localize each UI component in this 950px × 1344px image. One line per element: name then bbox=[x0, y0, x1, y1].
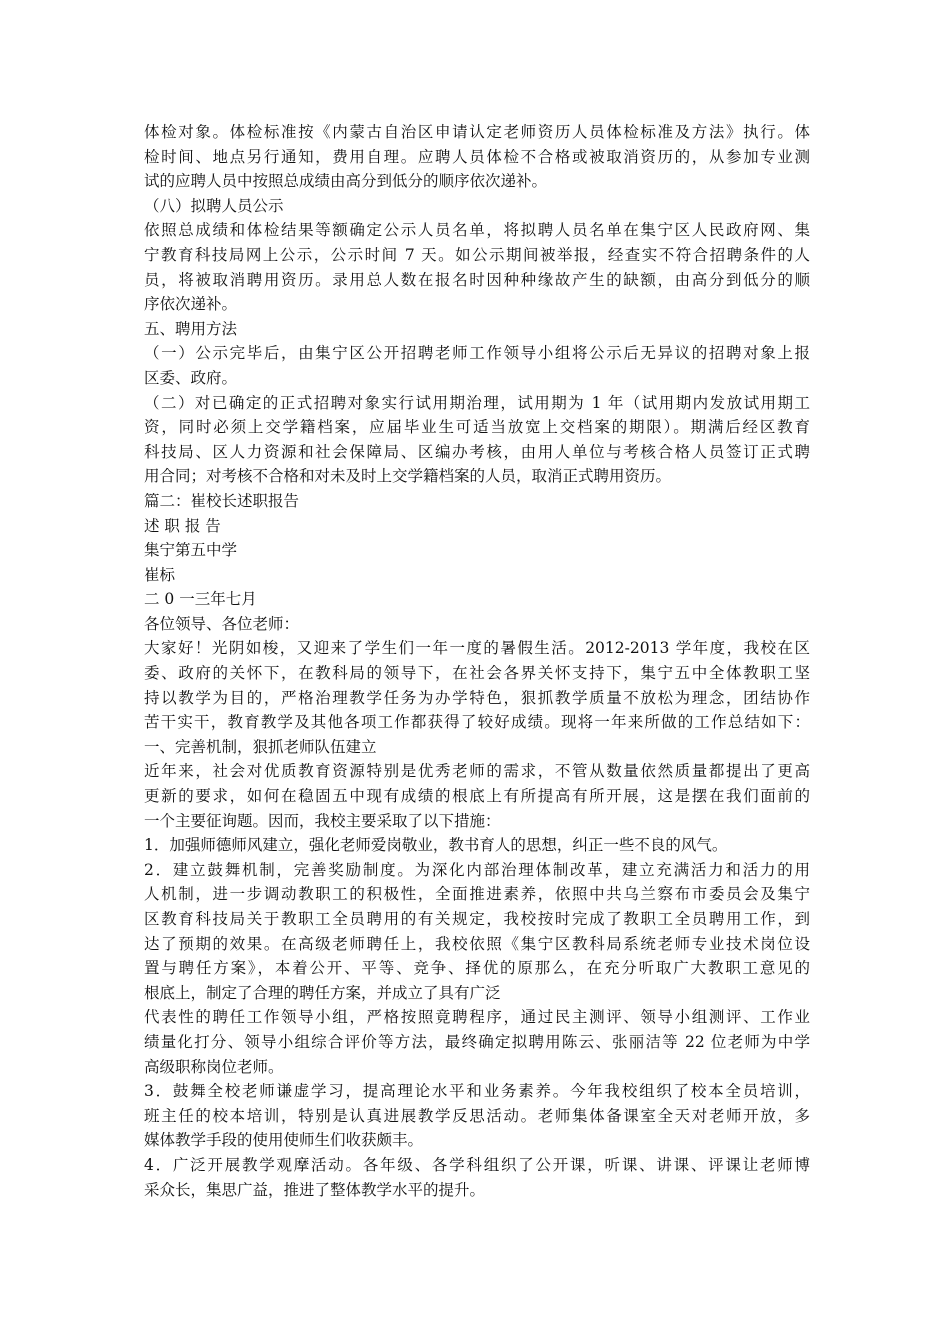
text-line: 1．加强师德师风建立，强化老师爱岗敬业，教书育人的思想，纠正一些不良的风气。 bbox=[144, 836, 728, 855]
text-line: 委、政府的关怀下，在教科局的领导下，在社会各界关怀支持下，集宁五中全体教职工坚 bbox=[144, 664, 810, 683]
text-line: 一个主要征询题。因而，我校主要采取了以下措施： bbox=[144, 811, 501, 830]
text-line: 集宁第五中学 bbox=[144, 541, 238, 560]
text-line: 置与聘任方案》，本着公开、平等、竞争、择优的原那么，在充分听取广大教职工意见的 bbox=[144, 959, 810, 978]
text-line: 达了预期的效果。在高级老师聘任上，我校依照《集宁区教科局系统老师专业技术岗位设 bbox=[144, 934, 810, 953]
text-line: 检时间、地点另行通知，费用自理。应聘人员体检不合格或被取消资历的，从参加专业测 bbox=[144, 147, 810, 166]
text-line: （一）公示完毕后，由集宁区公开招聘老师工作领导小组将公示后无异议的招聘对象上报 bbox=[144, 344, 810, 363]
text-line: 人机制，进一步调动教职工的积极性，全面推进素养，依照中共乌兰察布市委员会及集宁 bbox=[144, 885, 810, 904]
text-line: 依照总成绩和体检结果等额确定公示人员名单，将拟聘人员名单在集宁区人民政府网、集 bbox=[144, 221, 810, 240]
text-line: 一、完善机制，狠抓老师队伍建立 bbox=[144, 737, 377, 756]
text-line: 试的应聘人员中按照总成绩由高分到低分的顺序依次递补。 bbox=[144, 172, 548, 191]
text-line: 崔标 bbox=[144, 565, 176, 584]
text-line: 班主任的校本培训，特别是认真进展教学反思活动。老师集体备课室全天对老师开放，多 bbox=[144, 1106, 810, 1125]
text-line: 近年来，社会对优质教育资源特别是优秀老师的需求，不管从数量依然质量都提出了更高 bbox=[144, 762, 810, 781]
text-line: 3．鼓舞全校老师谦虚学习，提高理论水平和业务素养。今年我校组织了校本全员培训， bbox=[144, 1082, 810, 1101]
text-line: （二）对已确定的正式招聘对象实行试用期治理，试用期为 1 年（试用期内发放试用期工 bbox=[144, 393, 810, 412]
text-line: 区委、政府。 bbox=[144, 368, 238, 387]
text-line: 序依次递补。 bbox=[144, 295, 238, 314]
text-line: 2．建立鼓舞机制，完善奖励制度。为深化内部治理体制改革，建立充满活力和活力的用 bbox=[144, 860, 810, 879]
text-line: 资，同时必须上交学籍档案，应届毕业生可适当放宽上交档案的期限）。期满后经区教育 bbox=[144, 418, 810, 437]
text-line: 苦干实干，教育教学及其他各项工作都获得了较好成绩。现将一年来所做的工作总结如下： bbox=[144, 713, 810, 732]
text-line: 采众长，集思广益，推进了整体教学水平的提升。 bbox=[144, 1180, 486, 1199]
text-line: 宁教育科技局网上公示，公示时间 7 天。如公示期间被举报，经查实不符合招聘条件的人 bbox=[144, 245, 810, 264]
document-body bbox=[144, 120, 810, 1202]
text-line: 员，将被取消聘用资历。录用总人数在报名时因种种缘故产生的缺额，由高分到低分的顺 bbox=[144, 270, 810, 289]
text-line: 4．广泛开展教学观摩活动。各年级、各学科组织了公开课，听课、讲课、评课让老师博 bbox=[144, 1155, 810, 1174]
text-line: 更新的要求，如何在稳固五中现有成绩的根底上有所提高有所开展，这是摆在我们面前的 bbox=[144, 787, 810, 806]
text-line: 持以教学为目的，严格治理教学任务为办学特色，狠抓教学质量不放松为理念，团结协作 bbox=[144, 688, 810, 707]
text-line: 二 0 一三年七月 bbox=[144, 590, 257, 609]
text-line: 根底上，制定了合理的聘任方案，并成立了具有广泛 bbox=[144, 983, 501, 1002]
text-line: 五、聘用方法 bbox=[144, 319, 238, 338]
text-line: 大家好！光阴如梭，又迎来了学生们一年一度的暑假生活。2012-2013 学年度，我校在区 bbox=[144, 639, 810, 658]
text-line: （八）拟聘人员公示 bbox=[144, 196, 284, 215]
text-line: 体检对象。体检标准按《内蒙古自治区申请认定老师资历人员体检标准及方法》执行。体 bbox=[144, 123, 810, 141]
text-line: 代表性的聘任工作领导小组，严格按照竟聘程序，通过民主测评、领导小组测评、工作业 bbox=[144, 1008, 810, 1027]
text-line: 绩量化打分、领导小组综合评价等方法，最终确定拟聘用陈云、张丽洁等 22 位老师为中学 bbox=[144, 1032, 810, 1051]
text-line: 区教育科技局关于教职工全员聘用的有关规定，我校按时完成了教职工全员聘用工作，到 bbox=[144, 910, 810, 928]
text-line: 媒体教学手段的使用使师生们收获颇丰。 bbox=[144, 1131, 424, 1150]
text-line: 篇二：崔校长述职报告 bbox=[144, 491, 300, 510]
text-line: 述 职 报 告 bbox=[144, 516, 221, 535]
text-line: 高级职称岗位老师。 bbox=[144, 1057, 284, 1076]
text-line: 科技局、区人力资源和社会保障局、区编办考核，由用人单位与考核合格人员签订正式聘 bbox=[144, 442, 810, 461]
text-line: 用合同；对考核不合格和对未及时上交学籍档案的人员，取消正式聘用资历。 bbox=[144, 467, 672, 486]
text-line: 各位领导、各位老师： bbox=[144, 614, 300, 633]
